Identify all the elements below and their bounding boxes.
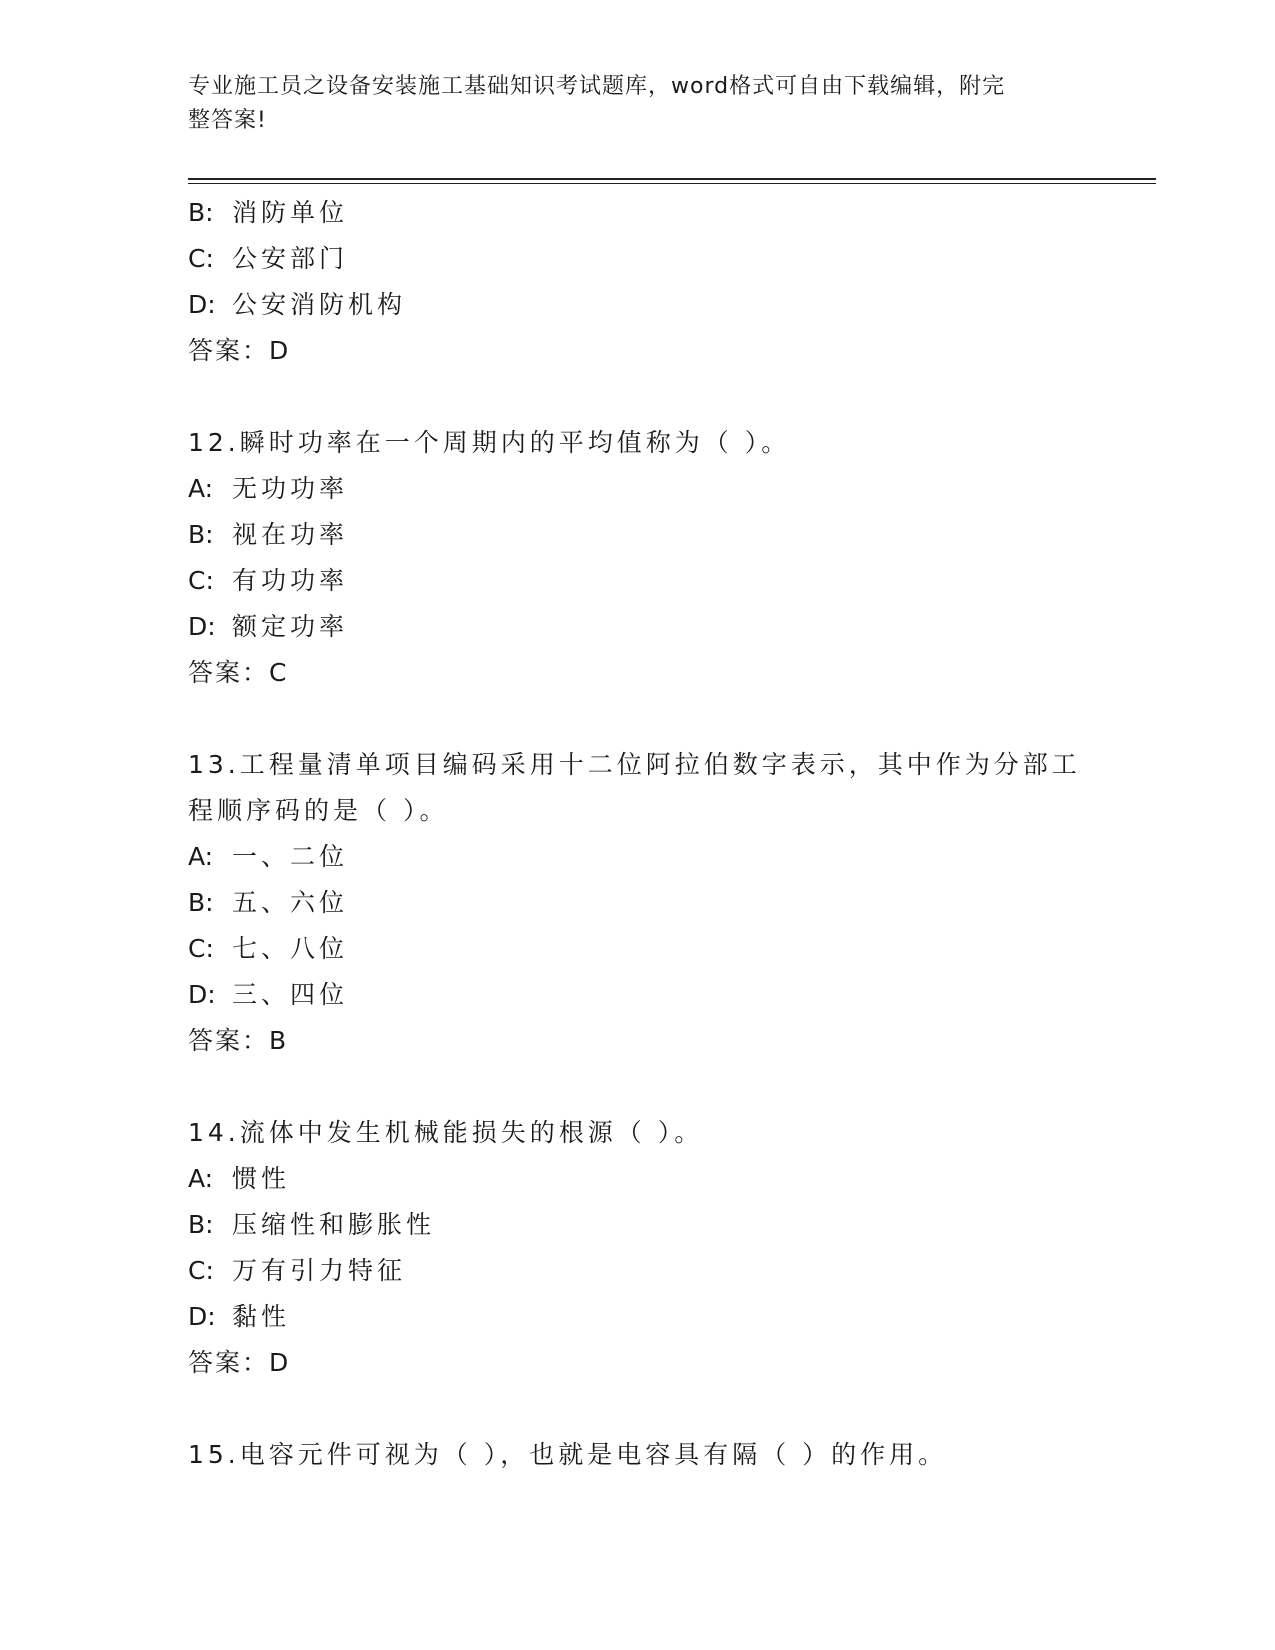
answer: 答案：D	[188, 336, 291, 365]
question-11	[188, 190, 1088, 374]
option-c: C: 万有引力特征	[188, 1256, 407, 1285]
option-c: C: 公安部门	[188, 244, 349, 273]
header-divider-top	[188, 178, 1156, 180]
question-text-line-1: 13.工程量清单项目编码采用十二位阿拉伯数字表示，其中作为分部工	[188, 750, 1081, 779]
question-12	[188, 420, 1088, 696]
option-b: B: 压缩性和膨胀性	[188, 1210, 436, 1239]
question-text: 14.流体中发生机械能损失的根源（ ）。	[188, 1118, 704, 1147]
option-b: B: 五、六位	[188, 888, 349, 917]
question-text: 12.瞬时功率在一个周期内的平均值称为（ ）。	[188, 428, 791, 457]
option-a: A: 无功功率	[188, 474, 349, 503]
question-13	[188, 742, 1088, 1064]
option-d: D: 额定功率	[188, 612, 349, 641]
option-d: D: 公安消防机构	[188, 290, 407, 319]
header-line-2: 整答案!	[188, 108, 267, 133]
answer: 答案：C	[188, 658, 289, 687]
question-text: 15.电容元件可视为（ ），也就是电容具有隔（ ）的作用。	[188, 1440, 948, 1469]
option-d: D: 黏性	[188, 1302, 291, 1331]
question-15	[188, 1432, 1088, 1478]
option-c: C: 有功功率	[188, 566, 349, 595]
question-list	[188, 190, 1088, 1478]
header-divider-bottom	[188, 183, 1156, 184]
header-line-1: 专业施工员之设备安装施工基础知识考试题库，word格式可自由下载编辑，附完	[188, 74, 1006, 99]
answer: 答案：D	[188, 1348, 291, 1377]
answer: 答案：B	[188, 1026, 289, 1055]
option-d: D: 三、四位	[188, 980, 349, 1009]
document-header	[188, 70, 1068, 138]
question-text-line-2: 程顺序码的是（ ）。	[188, 796, 449, 825]
option-a: A: 一、二位	[188, 842, 349, 871]
option-a: A: 惯性	[188, 1164, 291, 1193]
question-14	[188, 1110, 1088, 1386]
option-b: B: 视在功率	[188, 520, 349, 549]
option-b: B: 消防单位	[188, 198, 349, 227]
option-c: C: 七、八位	[188, 934, 349, 963]
